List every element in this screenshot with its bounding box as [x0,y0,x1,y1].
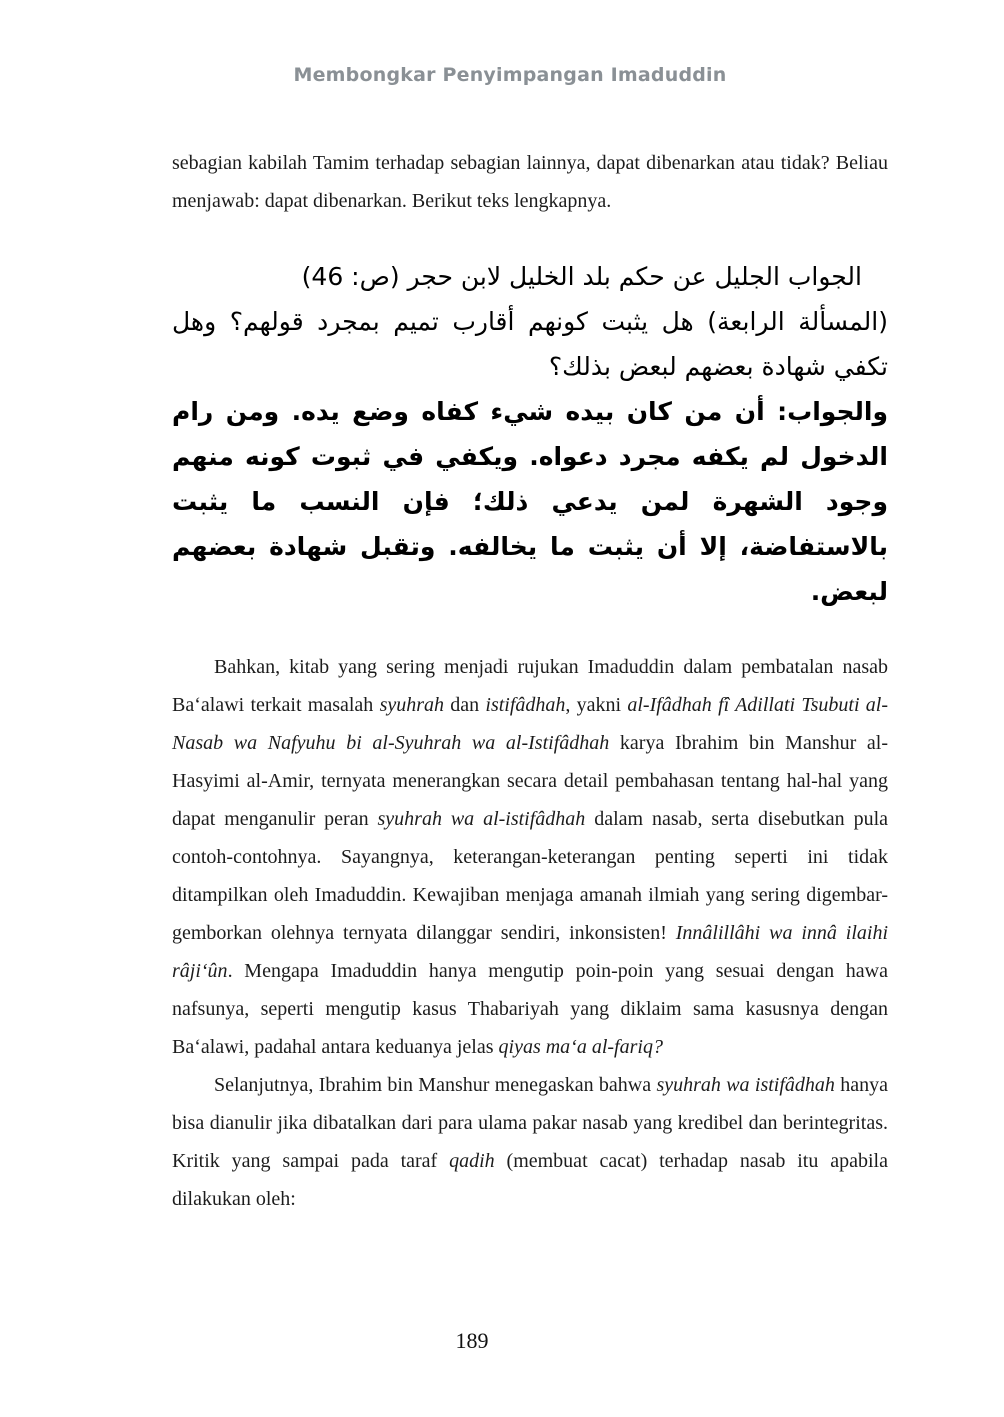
running-header: Membongkar Penyimpangan Imaduddin [293,64,727,86]
arabic-answer-paragraph: والجواب: أن من كان بيده شيء كفاه وضع يده. ومن رام الدخول لم يكفه مجرد دعواه. ويكفي في ثبوت كونه منهم وجود الشهرة لمن يدعي ذلك؛ فإن النسب ما يثبت بالاستفاضة، إلا أن يثبت ما يخالفه. وتقبل شهادة بعضهم لبعض. [172,397,888,606]
arabic-question-paragraph: (المسألة الرابعة) هل يثبت كونهم أقارب تميم بمجرد قولهم؟ وهل تكفي شهادة بعضهم لبعض بذلك؟ [172,307,888,381]
body-paragraph-selanjutnya: Selanjutnya, Ibrahim bin Manshur menegaskan bahwa syuhrah wa istifâdhah hanya bisa dianulir jika dibatalkan dari para ulama pakar nasab yang kredibel dan berintegritas. Kritik yang sampai pada taraf qadih (membuat cacat) terhadap nasab itu apabila dilakukan oleh: [172,1074,888,1210]
body-paragraph-bahkan: Bahkan, kitab yang sering menjadi rujukan Imaduddin dalam pembatalan nasab Ba‘alawi terkait masalah syuhrah dan istifâdhah, yakni al-Ifâdhah fî Adillati Tsubuti al-Nasab wa Nafyuhu bi al-Syuhrah wa al-Istifâdhah karya Ibrahim bin Manshur al-Hasyimi al-Amir, ternyata menerangkan secara detail pembahasan tentang hal-hal yang dapat menganulir peran syuhrah wa al-istifâdhah dalam nasab, serta disebutkan pula contoh-contohnya. Sayangnya, keterangan-keterangan penting seperti ini tidak ditampilkan oleh Imaduddin. Kewajiban menjaga amanah ilmiah yang sering digembar-gemborkan olehnya ternyata dilanggar sendiri, inkonsisten! Innâlillâhi wa innâ ilaihi râji‘ûn. Mengapa Imaduddin hanya mengutip poin-poin yang sesuai dengan hawa nafsunya, seperti mengutip kasus Thabariyah yang diklaim sama kasusnya dengan Ba‘alawi, padahal antara keduanya jelas qiyas ma‘a al-fariq? [172,656,889,1058]
arabic-book-title-line: الجواب الجليل عن حكم بلد الخليل لابن حجر (ص: 46) [301,262,862,291]
page-number: 189 [455,1328,489,1353]
intro-paragraph: sebagian kabilah Tamim terhadap sebagian lainnya, dapat dibenarkan atau tidak? Beliau menjawab: dapat dibenarkan. Berikut teks lengkapnya. [172,152,888,212]
arabic-quote-block [172,254,888,614]
